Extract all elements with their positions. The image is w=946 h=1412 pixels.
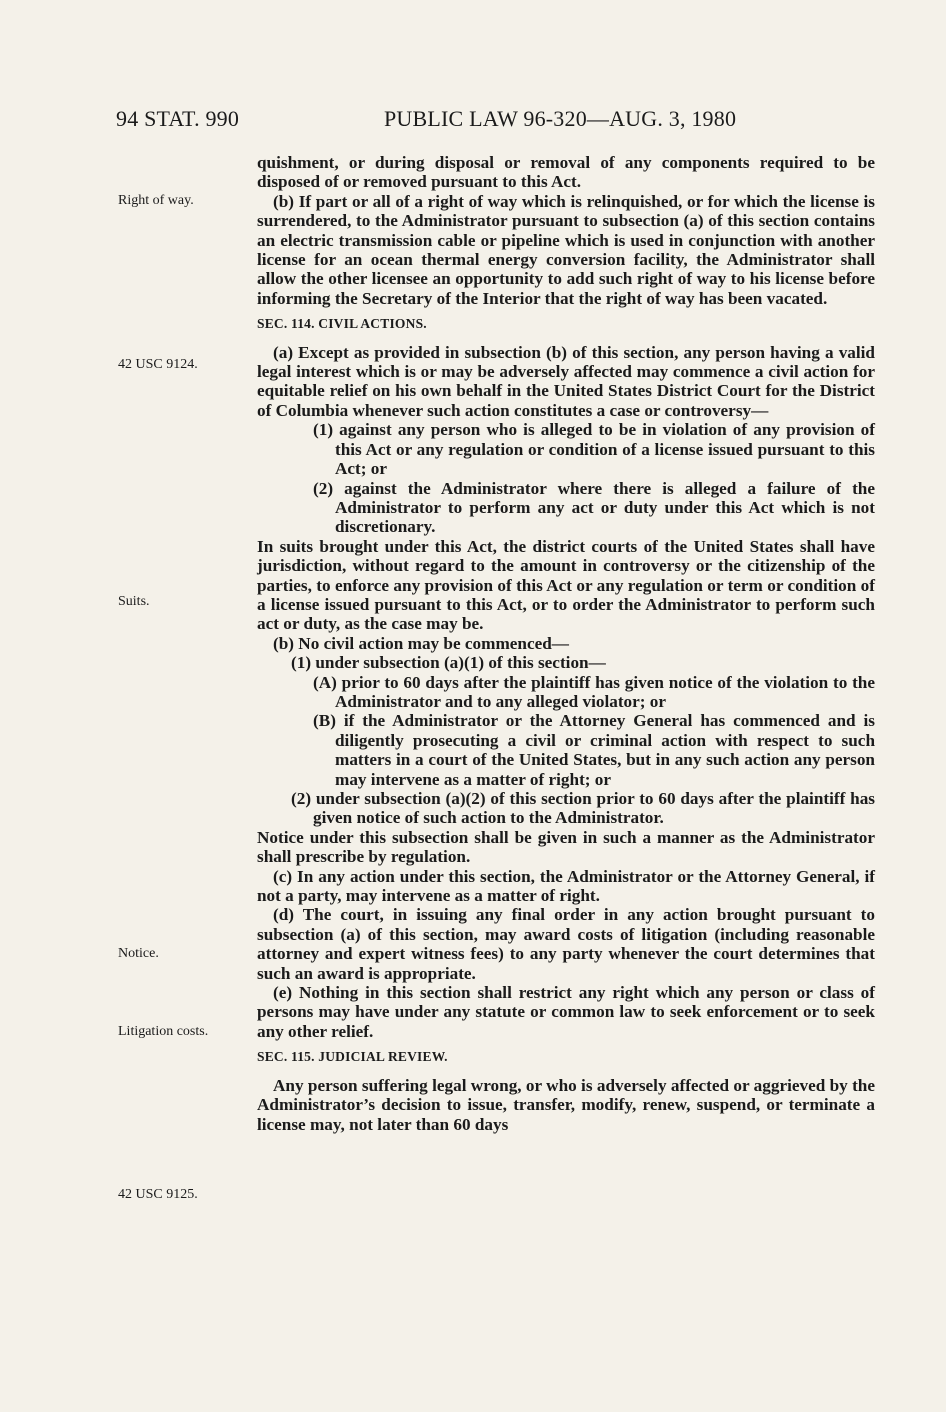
- paragraph-a-except: (a) Except as provided in subsection (b) of this section, any person having a valid legal interest which is or may be adversely affected may commence a civil action for equitable relief on his own behalf in the United States District Court for the District of Columbia whenever such action constitutes a case or controversy—: [257, 342, 875, 420]
- paragraph-a2: (2) against the Administrator where there is alleged a failure of the Administrator to perform any act or duty under this Act which is not discretionary.: [313, 478, 875, 537]
- page-number: 94 STAT. 990: [116, 106, 240, 131]
- margin-note-litigation-costs: Litigation costs.: [118, 1024, 209, 1039]
- paragraph-b1: (1) under subsection (a)(1) of this section—: [291, 653, 606, 673]
- paragraph-b1-a: (A) prior to 60 days after the plaintiff has given notice of the violation to the Administrator and to any alleged violator; or: [313, 672, 875, 711]
- paragraph-notice: Notice under this subsection shall be given in such a manner as the Administrator shall prescribe by regulation.: [257, 827, 875, 867]
- paragraph-any-person: Any person suffering legal wrong, or who is adversely affected or aggrieved by the Administrator’s decision to issue, transfer, modify, renew, suspend, or terminate a license may, not later than 60 days: [257, 1075, 875, 1134]
- paragraph-quishment: quishment, or during disposal or removal of any components required to be disposed of or removed pursuant to this Act.: [257, 153, 875, 192]
- margin-note-suits: Suits.: [118, 594, 150, 609]
- paragraph-a1: (1) against any person who is alleged to be in violation of any provision of this Act or any regulation or condition of a license issued pursuant to this Act; or: [313, 420, 875, 479]
- body-text: [257, 153, 875, 1134]
- section-115-heading: SEC. 115. JUDICIAL REVIEW.: [257, 1049, 448, 1065]
- margin-note-notice: Notice.: [118, 946, 159, 961]
- margin-note-usc-9125: 42 USC 9125.: [118, 1187, 198, 1202]
- paragraph-d: (d) The court, in issuing any final order in any action brought pursuant to subsection (a) of this section, may award costs of litigation (including reasonable attorney and expert witness fees) to any party whenever the court determines that such an award is appropriate.: [257, 905, 875, 983]
- running-header: PUBLIC LAW 96-320—AUG. 3, 1980: [384, 106, 737, 131]
- margin-note-right-of-way: Right of way.: [118, 193, 194, 208]
- margin-note-usc-9124: 42 USC 9124.: [118, 357, 198, 372]
- paragraph-b2: (2) under subsection (a)(2) of this section prior to 60 days after the plaintiff has given notice of such action to the Administrator.: [291, 789, 875, 828]
- paragraph-b-right-of-way: (b) If part or all of a right of way which is relinquished, or for which the license is surrendered, to the Administrator pursuant to subsection (a) of this section contains an electric transmission cable or pipeline which is used in conjunction with another license for an ocean thermal energy conversion facility, the Administrator shall allow the other licensee an opportunity to add such right of way to his license before informing the Secretary of the Interior that the right of way has been vacated.: [257, 191, 875, 308]
- paragraph-b1-b: (B) if the Administrator or the Attorney General has commenced and is diligently prosecuting a civil or criminal action with respect to such matters in a court of the United States, but in any such action any person may intervene as a matter of right; or: [313, 711, 875, 789]
- paragraph-suits: In suits brought under this Act, the district courts of the United States shall have jurisdiction, without regard to the amount in controversy or the citizenship of the parties, to enforce any provision of this Act or any regulation or term or condition of a license issued pursuant to this Act, or to order the Administrator to perform such act or duty, as the case may be.: [257, 536, 875, 634]
- paragraph-b-no-civil-action: (b) No civil action may be commenced—: [273, 633, 569, 653]
- section-114-heading: SEC. 114. CIVIL ACTIONS.: [257, 316, 427, 332]
- paragraph-c: (c) In any action under this section, the Administrator or the Attorney General, if not a party, may intervene as a matter of right.: [257, 866, 875, 906]
- paragraph-e: (e) Nothing in this section shall restrict any right which any person or class of persons may have under any statute or common law to seek enforcement or to seek any other relief.: [257, 983, 875, 1041]
